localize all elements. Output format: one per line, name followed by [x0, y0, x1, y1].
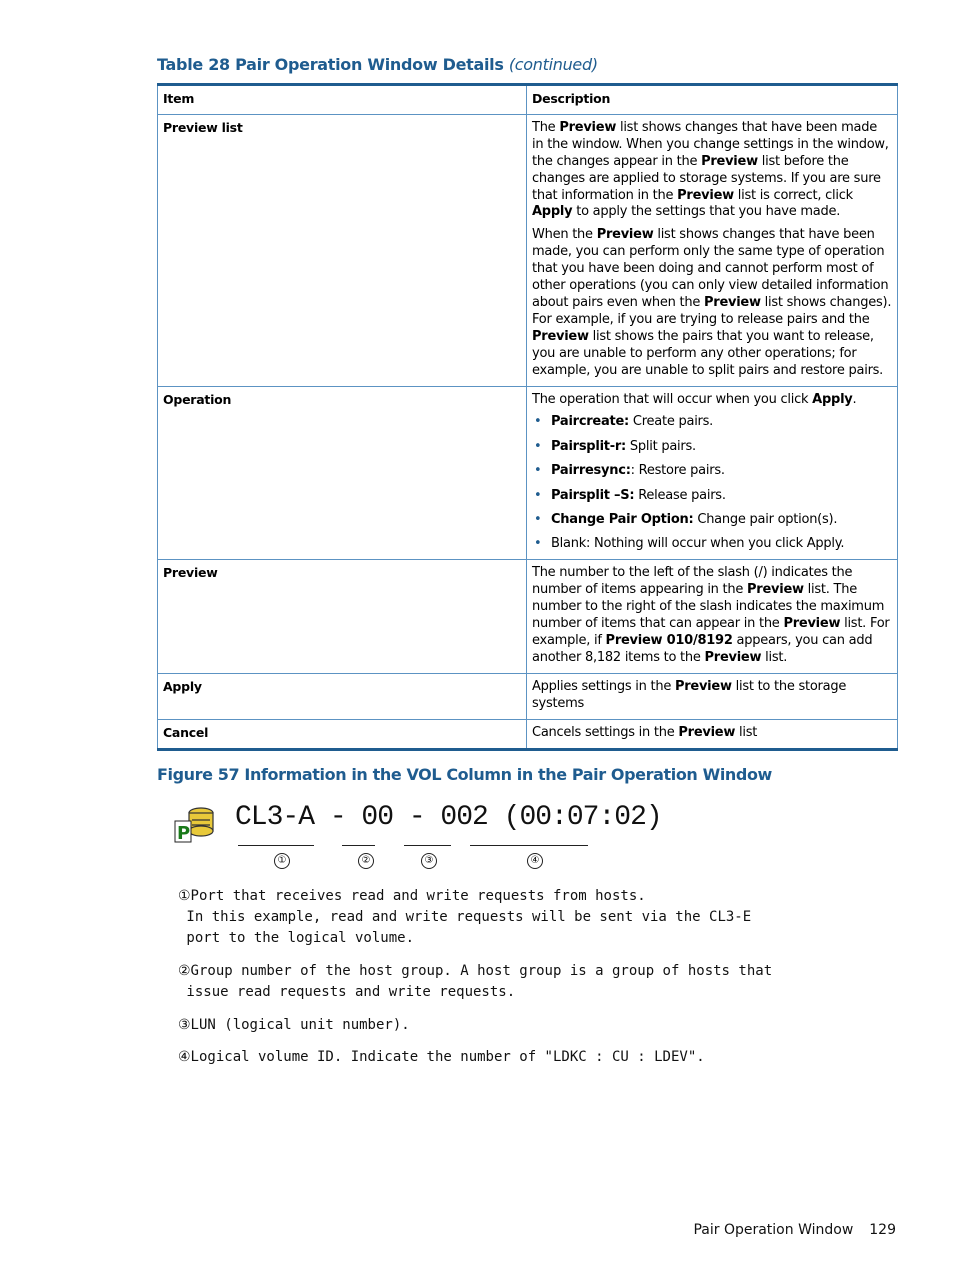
description-cell: [527, 560, 898, 673]
pair-volume-icon: [174, 804, 216, 848]
operation-option: [532, 512, 892, 529]
bold-term: Apply: [812, 391, 853, 407]
bold-term: Preview: [704, 649, 762, 665]
bold-term: Preview: [559, 119, 617, 135]
description-paragraph: [532, 392, 892, 409]
text-run: Change pair option(s).: [693, 512, 838, 528]
column-header-item: Item: [158, 85, 527, 115]
marker-3: ③: [421, 853, 437, 869]
text-run: The: [532, 119, 560, 135]
text-run: Release pairs.: [634, 487, 726, 503]
table-caption: [157, 55, 598, 74]
bold-term: Preview: [783, 616, 841, 632]
bold-term: Preview: [674, 678, 732, 694]
text-run: list is correct, click: [733, 187, 853, 203]
operation-option: [532, 439, 892, 456]
details-table: [157, 83, 898, 751]
text-run: Create pairs.: [629, 414, 714, 430]
table-row-operation: [158, 386, 898, 560]
text-run: .: [852, 391, 857, 407]
operation-option: [532, 414, 892, 431]
operation-options-list: [532, 414, 892, 553]
item-cell: Operation: [158, 386, 527, 560]
figure-note-1: ①Port that receives read and write requests from hosts. In this example, read and write requests will be sent via the CL3-E port to the logical volume.: [178, 888, 752, 946]
text-run: The operation that will occur when you click: [532, 391, 813, 407]
operation-option: [532, 463, 892, 480]
bold-term: Pairresync:: [551, 463, 631, 479]
description-paragraph: [532, 227, 892, 379]
bold-term: Preview: [677, 187, 734, 203]
bullet-icon: •: [534, 438, 542, 454]
item-cell: Apply: [158, 673, 527, 719]
lun-underline: [404, 845, 451, 846]
bullet-icon: •: [534, 536, 542, 552]
table-row-apply: [158, 673, 898, 719]
description-cell: [527, 114, 898, 386]
bold-term: Preview: [701, 153, 758, 169]
bold-term: Paircreate:: [551, 414, 630, 430]
column-header-description: Description: [527, 85, 898, 115]
text-run: list before the changes are applied to storage systems. If you are sure that information in the: [532, 153, 881, 203]
text-run: to apply the settings that you have made.: [572, 204, 841, 220]
item-cell: Preview list: [158, 114, 527, 386]
description-cell: [527, 719, 898, 749]
bold-term: Preview 010/8192: [605, 632, 733, 648]
bullet-icon: •: [534, 487, 542, 503]
figure-note-2: ②Group number of the host group. A host group is a group of hosts that issue read requests and write requests.: [178, 963, 773, 1000]
group-underline: [342, 845, 375, 846]
description-cell: [527, 673, 898, 719]
text-run: Split pairs.: [626, 438, 696, 454]
figure-note-4: ④Logical volume ID. Indicate the number of "LDKC : CU : LDEV".: [178, 1049, 705, 1065]
marker-2: ②: [358, 853, 374, 869]
figure-note-3: ③LUN (logical unit number).: [178, 1017, 410, 1033]
table-header-row: [158, 85, 898, 115]
svg-text:P: P: [177, 823, 191, 844]
marker-1: ①: [274, 853, 290, 869]
text-run: list to the storage systems: [532, 678, 847, 711]
bold-term: Apply: [532, 204, 573, 220]
description-paragraph: [532, 565, 892, 666]
port-underline: [238, 845, 314, 846]
bold-term: Preview: [704, 294, 761, 310]
text-run: Cancels settings in the: [532, 724, 679, 740]
description-paragraph: [532, 679, 892, 713]
text-run: list. For example, if: [532, 616, 890, 648]
marker-4: ④: [527, 853, 543, 869]
text-run: list.: [761, 649, 788, 665]
ldev-underline: [470, 845, 588, 846]
item-cell: Preview: [158, 560, 527, 673]
bold-term: Preview: [747, 582, 804, 598]
table-row-cancel: [158, 719, 898, 749]
text-run: list shows changes that have been made in the window. When you change settings in the window, the changes appear in the: [532, 119, 889, 169]
table-caption-continued: (continued): [508, 55, 598, 74]
text-run: appears, you can add another 8,182 items to the: [532, 632, 873, 665]
page-number: 129: [869, 1222, 896, 1238]
bullet-icon: •: [534, 463, 542, 479]
description-paragraph: [532, 725, 892, 742]
bold-term: Preview: [678, 724, 736, 740]
text-run: list shows the pairs that you want to release, you are unable to perform any other operations; for example, you are unable to split pairs and restore pairs.: [532, 328, 884, 378]
bullet-icon: •: [534, 414, 542, 430]
text-run: list shows changes that have been made, you can perform only the same type of operation that you have been doing and cannot perform most of other operations (you can only view detailed information about pairs even when the: [532, 227, 889, 310]
page-footer: [693, 1222, 896, 1238]
text-run: : Restore pairs.: [630, 463, 725, 479]
bold-term: Change Pair Option:: [551, 512, 694, 528]
figure-caption: Figure 57 Information in the VOL Column in the Pair Operation Window: [157, 765, 772, 784]
table-row-preview: [158, 560, 898, 673]
text-run: list shows changes). For example, if you are trying to release pairs and the: [532, 294, 892, 327]
operation-option: [532, 488, 892, 505]
footer-section-title: Pair Operation Window: [693, 1222, 854, 1238]
text-run: Blank: Nothing will occur when you click Apply.: [551, 536, 845, 552]
table-caption-title: Table 28 Pair Operation Window Details: [157, 55, 504, 74]
bold-term: Pairsplit-r:: [551, 438, 626, 454]
table-row-preview-list: [158, 114, 898, 386]
item-cell: Cancel: [158, 719, 527, 749]
bold-term: Preview: [596, 227, 654, 243]
operation-option: [532, 536, 892, 553]
text-run: list: [735, 724, 758, 740]
description-cell: [527, 386, 898, 560]
description-paragraph: [532, 120, 892, 221]
text-run: list. The number to the right of the slash indicates the maximum number of items that can appear in the: [532, 582, 885, 632]
vol-column-figure: [168, 800, 773, 1080]
vol-label: CL3-A - 00 - 002 (00:07:02): [235, 802, 662, 833]
text-run: The number to the left of the slash (/) indicates the number of items appearing in the: [532, 565, 853, 598]
text-run: Applies settings in the: [532, 678, 675, 694]
bullet-icon: •: [534, 512, 542, 528]
bold-term: Preview: [532, 328, 589, 344]
text-run: When the: [532, 227, 597, 243]
bold-term: Pairsplit –S:: [551, 487, 635, 503]
